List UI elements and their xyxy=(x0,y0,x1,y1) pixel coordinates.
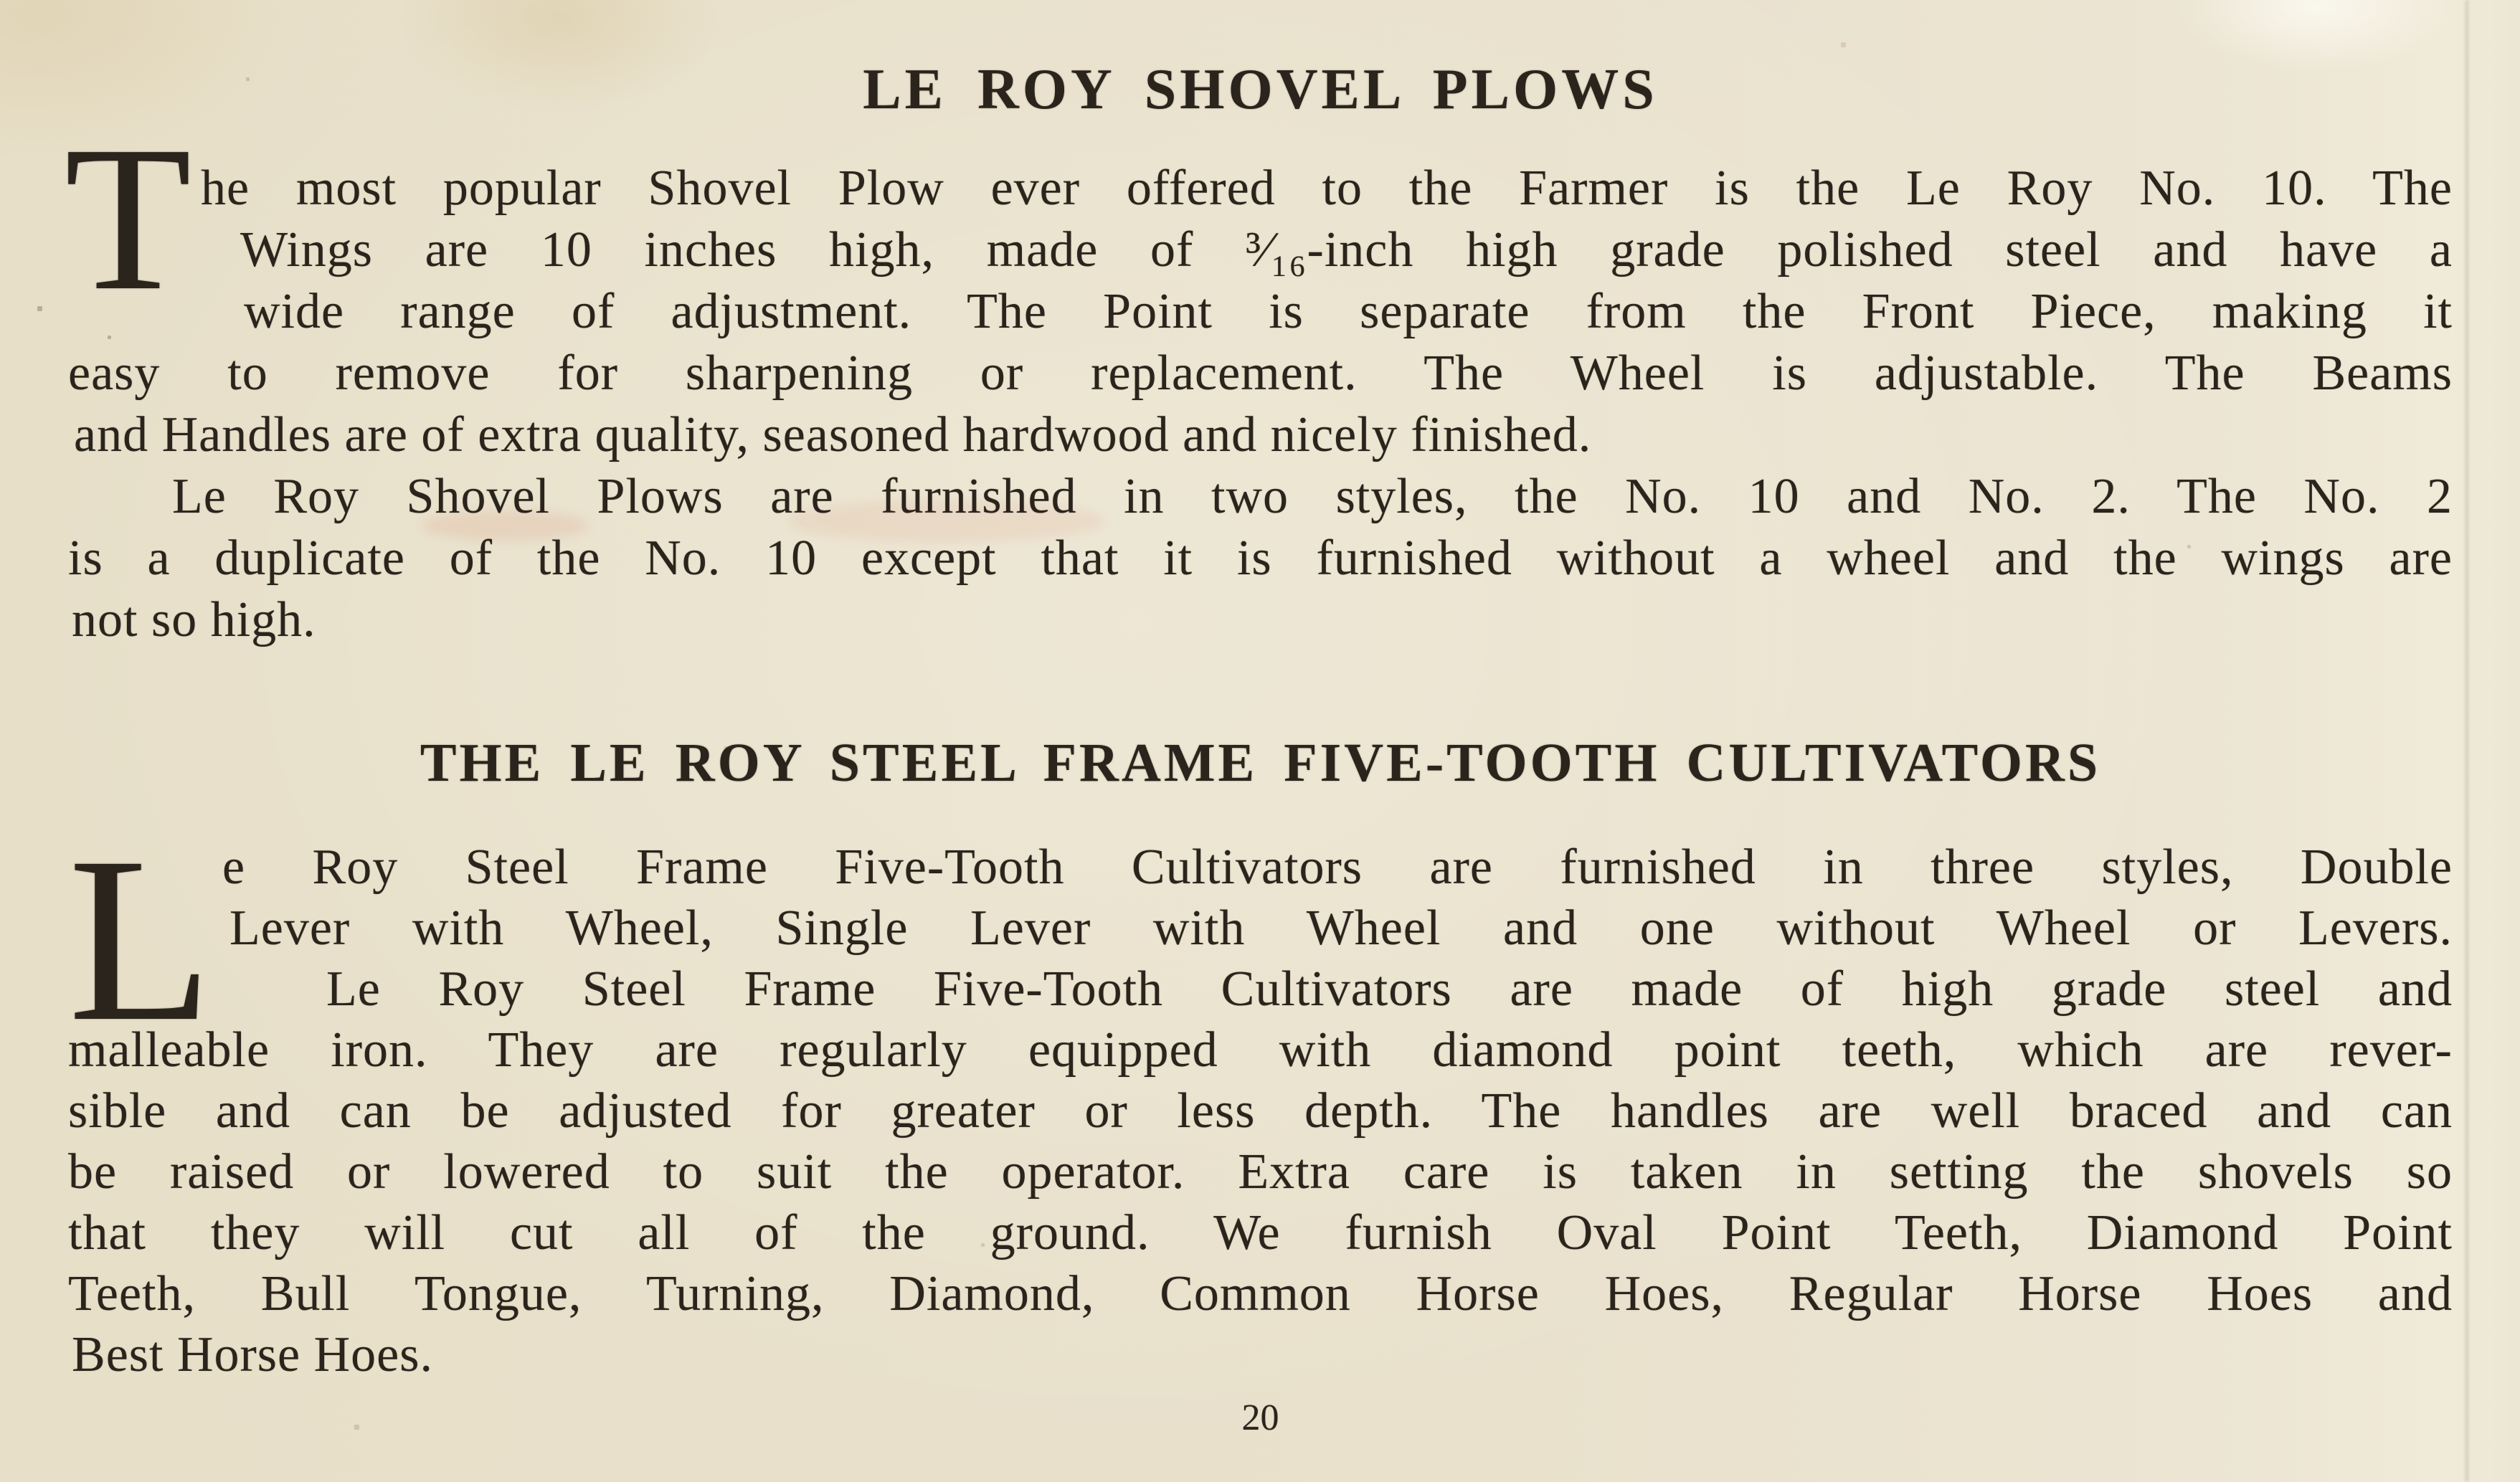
section1-heading: LE ROY SHOVEL PLOWS xyxy=(863,58,1658,121)
drop-cap-L: L xyxy=(68,809,213,1070)
paragraph-cultivators xyxy=(68,837,2453,1385)
text-line: wide range of adjustment. The Point is separate from the Front Piece, making it xyxy=(244,284,2453,339)
paragraph-shovel-plows-1 xyxy=(68,158,2453,466)
page-edge-crease xyxy=(2465,0,2468,1482)
paragraph-shovel-plows-2 xyxy=(68,466,2453,651)
text-line: Wings are 10 inches high, made of ³⁄₁₆-inch high grade polished steel and have a xyxy=(240,222,2453,277)
text-line: Best Horse Hoes. xyxy=(72,1327,433,1382)
text-line: that they will cut all of the ground. We furnish Oval Point Teeth, Diamond Point xyxy=(68,1205,2453,1260)
section2-heading: THE LE ROY STEEL FRAME FIVE-TOOTH CULTIVATORS xyxy=(420,733,2101,793)
text-line: Le Roy Shovel Plows are furnished in two styles, the No. 10 and No. 2. The No. 2 xyxy=(172,469,2453,524)
page-number: 20 xyxy=(1241,1397,1279,1438)
paper-specks xyxy=(0,0,1,1)
text-line: is a duplicate of the No. 10 except that it is furnished without a wheel and the wings are xyxy=(68,531,2453,586)
drop-cap-T: T xyxy=(65,103,192,333)
text-line: be raised or lowered to suit the operator. Extra care is taken in setting the shovels so xyxy=(68,1144,2453,1200)
text-line: he most popular Shovel Plow ever offered to the Farmer is the Le Roy No. 10. The xyxy=(201,161,2453,216)
text-line: not so high. xyxy=(72,592,316,647)
text-line: Le Roy Steel Frame Five-Tooth Cultivators are made of high grade steel and xyxy=(326,961,2453,1017)
text-line: sible and can be adjusted for greater or less depth. The handles are well braced and can xyxy=(68,1083,2453,1139)
text-line: and Handles are of extra quality, seasoned hardwood and nicely finished. xyxy=(74,407,1592,462)
text-line: e Roy Steel Frame Five-Tooth Cultivators are furnished in three styles, Double xyxy=(222,840,2453,895)
text-line: easy to remove for sharpening or replacement. The Wheel is adjustable. The Beams xyxy=(68,346,2453,401)
text-line: Lever with Wheel, Single Lever with Wheel and one without Wheel or Levers. xyxy=(229,901,2453,956)
text-line: Teeth, Bull Tongue, Turning, Diamond, Common Horse Hoes, Regular Horse Hoes and xyxy=(68,1266,2453,1321)
text-line: malleable iron. They are regularly equipped with diamond point teeth, which are rever- xyxy=(68,1022,2453,1078)
